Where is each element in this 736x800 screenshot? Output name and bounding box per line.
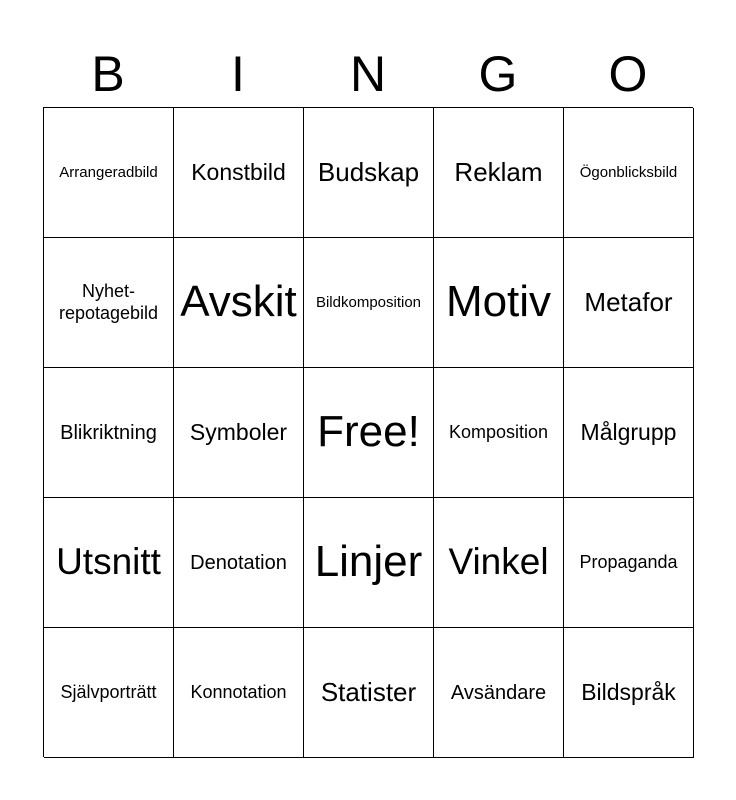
bingo-cell[interactable]: Metafor xyxy=(564,238,694,368)
free-space-cell[interactable]: Free! xyxy=(304,368,434,498)
bingo-cell[interactable]: Reklam xyxy=(434,108,564,238)
header-letter-g: G xyxy=(478,46,518,102)
bingo-cell[interactable]: Bildspråk xyxy=(564,628,694,758)
bingo-cell[interactable]: Konnotation xyxy=(174,628,304,758)
bingo-cell[interactable]: Budskap xyxy=(304,108,434,238)
bingo-cell[interactable]: Avskit xyxy=(174,238,304,368)
bingo-cell[interactable]: Självporträtt xyxy=(44,628,174,758)
bingo-cell[interactable]: Komposition xyxy=(434,368,564,498)
header-letter-b: B xyxy=(91,46,125,102)
bingo-cell[interactable]: Bildkomposition xyxy=(304,238,434,368)
bingo-cell[interactable]: Symboler xyxy=(174,368,304,498)
header-letter-i: I xyxy=(231,46,245,102)
bingo-cell[interactable]: Målgrupp xyxy=(564,368,694,498)
bingo-cell[interactable]: Utsnitt xyxy=(44,498,174,628)
bingo-cell[interactable]: Ögonblicksbild xyxy=(564,108,694,238)
bingo-board xyxy=(43,107,693,757)
bingo-cell[interactable]: Avsändare xyxy=(434,628,564,758)
header-letter-o: O xyxy=(608,46,648,102)
bingo-cell[interactable]: Statister xyxy=(304,628,434,758)
bingo-cell[interactable]: Nyhet- repotagebild xyxy=(44,238,174,368)
bingo-cell[interactable]: Linjer xyxy=(304,498,434,628)
bingo-cell[interactable]: Konstbild xyxy=(174,108,304,238)
bingo-cell[interactable]: Propaganda xyxy=(564,498,694,628)
bingo-cell[interactable]: Motiv xyxy=(434,238,564,368)
bingo-header xyxy=(43,42,693,106)
bingo-cell[interactable]: Arrangeradbild xyxy=(44,108,174,238)
bingo-cell[interactable]: Denotation xyxy=(174,498,304,628)
bingo-cell[interactable]: Vinkel xyxy=(434,498,564,628)
header-letter-n: N xyxy=(349,46,387,102)
bingo-cell[interactable]: Blikriktning xyxy=(44,368,174,498)
